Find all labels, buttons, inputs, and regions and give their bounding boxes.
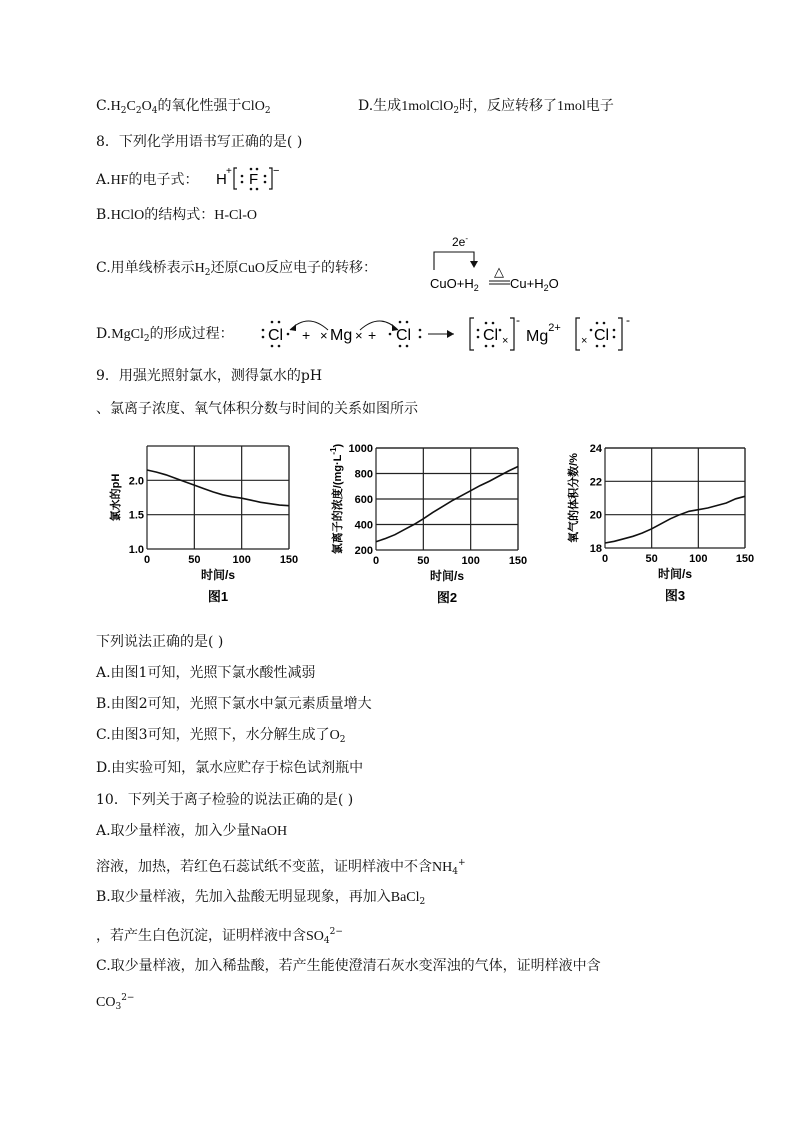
- q8-option-b: B.HClO的结构式：H-Cl-O: [96, 207, 257, 223]
- electron-dot: [399, 321, 402, 324]
- hf-dot: [241, 181, 244, 184]
- arrow-head: [447, 330, 454, 338]
- ion-bracket: [470, 318, 474, 350]
- x-tick-label: 50: [417, 555, 430, 567]
- hf-f-text: F: [249, 171, 259, 188]
- q8-option-d: D.MgCl$_2$的形成过程：: [96, 326, 234, 344]
- y-tick-label: 800: [354, 468, 373, 481]
- series-line: [376, 467, 518, 542]
- plus-sign: +: [368, 327, 377, 343]
- single-bridge-arrow: [434, 252, 474, 270]
- electron-dot: [262, 329, 265, 332]
- q10-option-a: A.取少量样液，加入少量NaOH: [96, 823, 288, 839]
- electron-dot: [499, 329, 502, 332]
- electron-dot: [613, 336, 616, 339]
- y-tick-label: 200: [354, 545, 373, 557]
- y-tick-label: 2.0: [128, 475, 144, 488]
- electron-cross: ×: [320, 328, 328, 343]
- hf-dot: [250, 168, 253, 171]
- q9-option-d: D.由实验可知，氯水应贮存于棕色试剂瓶中: [96, 760, 364, 776]
- electron-cross: ×: [502, 335, 509, 347]
- electron-dot: [262, 336, 265, 339]
- y-tick-label: 20: [589, 509, 602, 522]
- electron-cross: ×: [581, 335, 588, 347]
- electron-dot: [492, 322, 495, 325]
- electron-dot: [603, 345, 606, 348]
- x-tick-label: 50: [645, 553, 658, 565]
- heating-triangle: △: [494, 264, 504, 279]
- q10-option-b: B.取少量样液，先加入盐酸无明显现象，再加入BaCl$_2$: [96, 889, 426, 907]
- q10-option-b-continued: ，若产生白色沉淀，证明样液中含$SO_4^{2-}$: [96, 927, 343, 946]
- hf-left-bracket: [234, 168, 237, 189]
- ion-charge: -: [626, 313, 630, 327]
- electron-dot: [406, 345, 409, 348]
- q9-option-b: B.由图2可知，光照下氯水中氯元素质量增大: [96, 696, 372, 712]
- electron-dot: [278, 321, 281, 324]
- q9-ask: 下列说法正确的是( ): [96, 634, 224, 650]
- q8-stem: 8．下列化学用语书写正确的是( ): [96, 134, 303, 150]
- cl-atom-right: Cl: [396, 327, 412, 344]
- chart-figures: [100, 432, 760, 617]
- ion-bracket: [576, 318, 580, 350]
- electron-dot: [399, 345, 402, 348]
- cl-atom-left: Cl: [268, 327, 284, 344]
- y-tick-label: 400: [354, 519, 373, 532]
- q8-option-a: A.HF的电子式：: [96, 172, 199, 188]
- cl-ion-right: Cl: [594, 327, 610, 344]
- x-tick-label: 100: [232, 554, 251, 566]
- series-line: [605, 496, 745, 543]
- arrow-head: [470, 261, 478, 268]
- x-axis-label: 时间/s: [429, 569, 465, 583]
- hf-f-charge: −: [273, 165, 280, 177]
- single-bridge-equation: [430, 232, 580, 294]
- equation-right: $Cu+H_2O$: [510, 276, 559, 293]
- hf-h-charge: +: [226, 166, 232, 177]
- electron-dot: [271, 345, 274, 348]
- q10-option-a-continued: 溶液，加热，若红色石蕊试纸不变蓝，证明样液中不含$NH_4^+$: [96, 858, 466, 877]
- x-tick-label: 100: [689, 553, 708, 565]
- q10-stem: 10．下列关于离子检验的说法正确的是( ): [96, 792, 354, 808]
- x-tick-label: 150: [279, 554, 299, 566]
- q9-option-c: C.由图3可知，光照下，水分解生成了$O_2$: [96, 727, 346, 745]
- q10-option-c: C.取少量样液，加入稀盐酸，若产生能使澄清石灰水变浑浊的气体，证明样液中含: [96, 958, 601, 974]
- y-axis-label-tail: ): [332, 443, 344, 448]
- x-tick-label: 150: [508, 555, 528, 567]
- y-axis-label: 氧气的体积分数/%: [568, 453, 580, 543]
- ion-charge: -: [516, 313, 520, 327]
- x-tick-label: 100: [461, 555, 480, 567]
- electron-dot: [406, 321, 409, 324]
- electron-dot: [603, 322, 606, 325]
- y-tick-label: 600: [354, 494, 373, 506]
- electron-dot: [492, 345, 495, 348]
- electron-cross: ×: [355, 328, 363, 343]
- electron-dot: [278, 345, 281, 348]
- hf-right-bracket: [269, 168, 272, 189]
- q9-option-a: A.由图1可知，光照下氯水酸性减弱: [96, 665, 316, 681]
- mgcl2-formation-process: [258, 310, 643, 358]
- q7-option-c: $C.H_2C_2O_4$的氧化性强于ClO$_2$: [96, 98, 271, 116]
- electron-dot: [596, 322, 599, 325]
- y-tick-label: 1000: [348, 443, 373, 455]
- q9-stem-continued: 、氯离子浓度、氧气体积分数与时间的关系如图所示: [96, 401, 418, 417]
- ion-bracket: [618, 318, 622, 350]
- electron-dot: [596, 345, 599, 348]
- x-tick-label: 150: [735, 553, 755, 565]
- hf-electron-formula: [214, 162, 284, 192]
- x-tick-label: 0: [372, 555, 380, 567]
- ion-bracket: [510, 318, 514, 350]
- electron-dot: [485, 322, 488, 325]
- electron-count: 2e-: [452, 234, 469, 249]
- q8-option-c: C.用单线桥表示$H_2$还原CuO反应电子的转移：: [96, 260, 377, 278]
- hf-dot: [256, 188, 259, 191]
- y-tick-label: 24: [589, 443, 602, 455]
- mg-atom: Mg: [330, 327, 353, 344]
- hf-dot: [256, 168, 259, 171]
- x-tick-label: 50: [188, 554, 201, 566]
- arrow-head: [290, 324, 296, 331]
- q9-stem: 9．用强光照射氯水，测得氯水的pH: [96, 368, 323, 384]
- x-tick-label: 0: [601, 553, 609, 565]
- electron-dot: [613, 329, 616, 332]
- q10-option-c-continued: $CO_3^{2-}$: [96, 993, 135, 1012]
- hf-dot: [264, 181, 267, 184]
- equation-left: $CuO+H_2$: [430, 276, 479, 293]
- y-axis-label-sup: -1: [329, 447, 338, 455]
- y-tick-label: 1.0: [128, 544, 144, 556]
- mg-ion: $Mg^{2+}$: [526, 322, 561, 345]
- y-tick-label: 22: [589, 476, 602, 489]
- electron-dot: [287, 333, 290, 336]
- electron-dot: [485, 345, 488, 348]
- y-axis-label: 氯离子的浓度$/(mg\cdot L^{-1})$: [329, 443, 344, 555]
- electron-dot: [477, 336, 480, 339]
- q7-option-d: D.生成1molClO$_2$时，反应转移了1mol电子: [358, 98, 614, 116]
- cl-ion-left: Cl: [483, 327, 499, 344]
- hf-dot: [264, 175, 267, 178]
- electron-dot: [477, 329, 480, 332]
- plus-sign: +: [302, 327, 311, 343]
- figure-caption: 图3: [664, 588, 686, 603]
- electron-dot: [590, 329, 593, 332]
- x-axis-label: 时间/s: [200, 568, 236, 582]
- series-line: [147, 470, 289, 506]
- figure-caption: 图2: [436, 590, 458, 605]
- y-axis-label: 氯水的pH: [110, 473, 122, 522]
- hf-dot: [241, 175, 244, 178]
- electron-dot: [389, 333, 392, 336]
- y-tick-label: 1.5: [128, 509, 144, 522]
- figure-caption: 图1: [207, 589, 229, 604]
- electron-dot: [271, 321, 274, 324]
- electron-dot: [419, 329, 422, 332]
- hf-h-text: H: [216, 171, 227, 188]
- hf-dot: [250, 188, 253, 191]
- x-tick-label: 0: [143, 554, 151, 566]
- electron-dot: [419, 336, 422, 339]
- x-axis-label: 时间/s: [657, 567, 693, 581]
- y-tick-label: 18: [589, 543, 602, 555]
